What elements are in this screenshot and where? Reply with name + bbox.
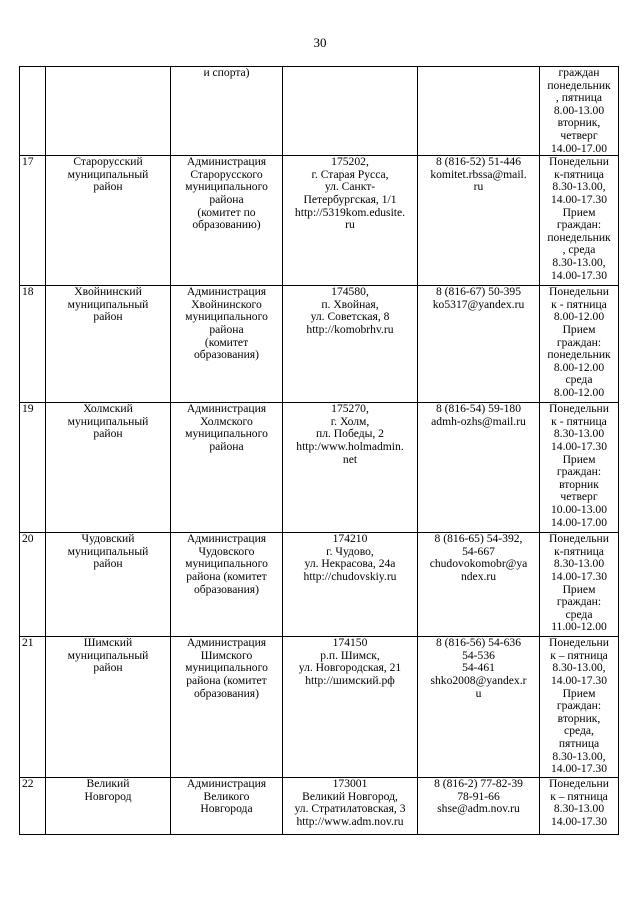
cell-line: муниципальный (67, 167, 149, 181)
cell-line: 8.00-12.00 (553, 310, 605, 324)
cell-line: ул. Советская, 8 (310, 310, 390, 324)
cell-line: (комитет (204, 335, 249, 349)
cell-line: 78-91-66 (457, 789, 500, 803)
cell-line: муниципальный (67, 414, 149, 428)
cell-line: 14.00-17.30 (550, 673, 608, 687)
contact-cell (418, 156, 540, 286)
cell-line: муниципальный (67, 648, 149, 662)
cell-line: 8.00-12.00 (553, 385, 605, 399)
address-cell (283, 286, 418, 403)
cell-line: 174150 (332, 636, 368, 650)
cell-line: граждан (558, 66, 600, 79)
cell-line: Понедельни (549, 636, 609, 650)
table-row (20, 286, 619, 403)
district-cell (46, 286, 171, 403)
cell-line: 14.00-17.30 (550, 569, 608, 583)
cell-line: четверг (560, 128, 598, 142)
cell-line: муниципального (185, 310, 268, 324)
cell-line: р.п. Шимск, (320, 648, 380, 662)
cell-line: , пятница (555, 91, 603, 105)
cell-line: 8 (816-65) 54-392, (434, 532, 523, 546)
organization-cell (171, 533, 283, 637)
cell-line: муниципальный (67, 297, 149, 311)
organization-cell (171, 778, 283, 835)
cell-line: admh-ozhs@mail.ru (431, 414, 526, 428)
cell-line: 175270, (331, 402, 369, 416)
cell-line: http://www.adm.nov.ru (296, 814, 404, 828)
cell-line: Администрация (186, 155, 267, 169)
contact-cell (418, 403, 540, 533)
cell-line: 174210 (332, 532, 368, 546)
cell-line: Холмского (200, 414, 253, 428)
cell-line: Новгород (84, 789, 132, 803)
cell-line: 175202, (331, 155, 369, 169)
cell-line: 8.30-13.00 (553, 557, 605, 571)
cell-line: Понедельни (549, 285, 609, 299)
cell-line: Великий Новгород, (302, 789, 398, 803)
organization-cell (171, 67, 283, 156)
cell-line: ru (345, 218, 355, 232)
cell-line: г. Старая Русса, (311, 167, 389, 181)
contact-cell (418, 533, 540, 637)
cell-line: Великого (203, 789, 250, 803)
cell-line: район (93, 557, 123, 571)
cell-line: и спорта) (203, 66, 250, 79)
cell-line: Холмский (83, 402, 133, 416)
cell-line: пл. Победы, 2 (316, 427, 384, 441)
cell-line: к – пятница (550, 648, 608, 662)
table-body (20, 67, 619, 835)
cell-line: пятница (558, 736, 600, 750)
cell-line: среда (565, 373, 593, 387)
cell-line: Прием (562, 686, 596, 700)
cell-line: chudovokomobr@ya (429, 557, 528, 571)
cell-line: komitet.rbssa@mail. (430, 167, 527, 181)
cell-line: Петербургская, 1/1 (303, 192, 397, 206)
working-hours-cell (540, 403, 619, 533)
cell-line: http://шимский.рф (305, 673, 395, 687)
cell-line: г. Холм, (330, 414, 370, 428)
cell-line: к - пятница (551, 414, 607, 428)
cell-line: u (475, 686, 482, 700)
cell-line: Шимский (83, 636, 133, 650)
cell-line: граждан: (556, 465, 602, 479)
cell-line: 8 (816-67) 50-395 (435, 285, 521, 299)
cell-line: 54-667 (462, 544, 495, 558)
cell-line: Чудовского (198, 544, 255, 558)
cell-line: Понедельни (549, 777, 609, 791)
cell-line: ул. Санкт- (324, 180, 376, 194)
organization-cell (171, 156, 283, 286)
cell-line: 173001 (332, 777, 368, 791)
cell-line: муниципального (185, 661, 268, 675)
cell-line: образования) (193, 348, 260, 362)
table-row (20, 778, 619, 835)
row-number-cell (20, 67, 46, 156)
address-cell (283, 778, 418, 835)
cell-line: вторник, (557, 116, 601, 130)
cell-line: ул. Некрасова, 24а (304, 557, 396, 571)
cell-line: 54-536 (462, 648, 495, 662)
cell-line: , среда (562, 243, 596, 257)
cell-line: образования) (193, 582, 260, 596)
cell-line: образованию) (192, 218, 261, 232)
district-cell (46, 156, 171, 286)
cell-line: понедельник (547, 348, 611, 362)
cell-line: образования) (193, 686, 260, 700)
cell-line: Администрация (186, 402, 267, 416)
contact-cell (418, 637, 540, 778)
row-number-cell: 22 (20, 778, 46, 835)
working-hours-cell (540, 637, 619, 778)
cell-line: http://komobrhv.ru (306, 322, 394, 336)
cell-line: 10.00-13.00 (550, 502, 608, 516)
contact-cell (418, 67, 540, 156)
cell-line: к-пятница (554, 167, 604, 181)
organization-cell (171, 637, 283, 778)
cell-line: 8.00-13.00 (553, 103, 605, 117)
cell-line: 8.30-13.00, (552, 255, 606, 269)
table-row (20, 403, 619, 533)
cell-line: понедельник (547, 230, 611, 244)
cell-line: Прием (562, 452, 596, 466)
cell-line: муниципального (185, 557, 268, 571)
cell-line: Прием (562, 205, 596, 219)
education-authorities-table (19, 66, 619, 835)
cell-line: граждан: (556, 595, 602, 609)
cell-line: п. Хвойная, (321, 297, 379, 311)
cell-line: ndex.ru (460, 569, 497, 583)
cell-line: http:/www.holmadmin. (296, 439, 404, 453)
cell-line: 11.00-12.00 (551, 620, 607, 634)
cell-line: Шимского (200, 648, 253, 662)
cell-line: Прием (562, 322, 596, 336)
address-cell (283, 637, 418, 778)
row-number-cell: 18 (20, 286, 46, 403)
cell-line: 14.00-17.30 (550, 439, 608, 453)
working-hours-cell (540, 533, 619, 637)
cell-line: Новгорода (200, 802, 253, 816)
cell-line: муниципального (185, 180, 268, 194)
cell-line: Администрация (186, 777, 267, 791)
district-cell (46, 778, 171, 835)
cell-line: ул. Стратилатовская, 3 (294, 802, 406, 816)
cell-line: Понедельни (549, 402, 609, 416)
cell-line: Старорусский (73, 155, 143, 169)
cell-line: 14.00-17.30 (550, 192, 608, 206)
cell-line: http://5319kom.edusite. (294, 205, 406, 219)
table-row (20, 637, 619, 778)
cell-line: понедельник (547, 78, 611, 92)
cell-line: к - пятница (551, 297, 607, 311)
address-cell (283, 67, 418, 156)
cell-line: 14.00-17.00 (550, 141, 608, 155)
cell-line: (комитет по (197, 205, 256, 219)
organization-cell (171, 403, 283, 533)
address-cell (283, 533, 418, 637)
cell-line: 8 (816-56) 54-636 (435, 636, 521, 650)
cell-line: район (93, 180, 123, 194)
cell-line: 8 (816-54) 59-180 (435, 402, 521, 416)
cell-line: Понедельни (549, 532, 609, 546)
address-cell (283, 403, 418, 533)
cell-line: 174580, (331, 285, 369, 299)
cell-line: четверг (560, 490, 598, 504)
cell-line: 54-461 (462, 661, 495, 675)
cell-line: граждан: (556, 218, 602, 232)
cell-line: района (комитет (186, 569, 267, 583)
cell-line: района (комитет (186, 673, 267, 687)
cell-line: 8 (816-52) 51-446 (435, 155, 521, 169)
cell-line: вторник (559, 477, 599, 491)
row-number-cell: 19 (20, 403, 46, 533)
cell-line: Хвойнинского (191, 297, 262, 311)
cell-line: 14.00-17.30 (550, 268, 608, 282)
cell-line: 14.00-17.30 (550, 814, 608, 828)
district-cell (46, 403, 171, 533)
district-cell (46, 533, 171, 637)
cell-line: район (93, 310, 123, 324)
cell-line: 8 (816-2) 77-82-39 (434, 777, 523, 791)
cell-line: среда, (564, 724, 594, 738)
contact-cell (418, 286, 540, 403)
working-hours-cell (540, 67, 619, 156)
cell-line: ko5317@yandex.ru (432, 297, 525, 311)
cell-line: 8.30-13.00 (553, 427, 605, 441)
cell-line: Администрация (186, 532, 267, 546)
cell-line: Хвойнинский (74, 285, 142, 299)
cell-line: 14.00-17.00 (550, 515, 608, 529)
cell-line: района (209, 439, 244, 453)
cell-line: 8.00-12.00 (553, 360, 605, 374)
cell-line: граждан: (556, 335, 602, 349)
row-number-cell: 17 (20, 156, 46, 286)
table-row (20, 67, 619, 156)
cell-line: район (93, 661, 123, 675)
cell-line: района (209, 322, 244, 336)
cell-line: к – пятница (550, 789, 608, 803)
working-hours-cell (540, 156, 619, 286)
cell-line: 8.30-13.00, (552, 661, 606, 675)
cell-line: г. Чудово, (326, 544, 374, 558)
cell-line: граждан: (556, 699, 602, 713)
working-hours-cell (540, 286, 619, 403)
cell-line: Прием (562, 582, 596, 596)
cell-line: среда (565, 607, 593, 621)
organization-cell (171, 286, 283, 403)
table-row (20, 156, 619, 286)
cell-line: 8.30-13.00, (552, 180, 606, 194)
contact-cell (418, 778, 540, 835)
page-number: 30 (313, 35, 327, 50)
district-cell (46, 67, 171, 156)
district-cell (46, 637, 171, 778)
cell-line: Великий (86, 777, 130, 791)
cell-line: Администрация (186, 285, 267, 299)
cell-line: net (342, 452, 358, 466)
cell-line: ул. Новгородская, 21 (298, 661, 402, 675)
cell-line: 8.30-13.00, (552, 749, 606, 763)
row-number-cell: 21 (20, 637, 46, 778)
cell-line: к-пятница (554, 544, 604, 558)
cell-line: вторник, (557, 711, 601, 725)
cell-line: Администрация (186, 636, 267, 650)
cell-line: Чудовский (81, 532, 135, 546)
cell-line: район (93, 427, 123, 441)
cell-line: ru (473, 180, 484, 194)
address-cell (283, 156, 418, 286)
cell-line: 8.30-13.00 (553, 802, 605, 816)
row-number-cell: 20 (20, 533, 46, 637)
cell-line: 14.00-17.30 (550, 762, 608, 776)
table-row (20, 533, 619, 637)
cell-line: муниципального (185, 427, 268, 441)
working-hours-cell (540, 778, 619, 835)
cell-line: Старорусского (190, 167, 263, 181)
cell-line: района (209, 192, 244, 206)
cell-line: http://chudovskiy.ru (303, 569, 397, 583)
cell-line: shse@adm.nov.ru (437, 802, 520, 816)
cell-line: муниципальный (67, 544, 149, 558)
cell-line: shko2008@yandex.r (430, 673, 527, 687)
cell-line: Понедельни (549, 155, 609, 169)
